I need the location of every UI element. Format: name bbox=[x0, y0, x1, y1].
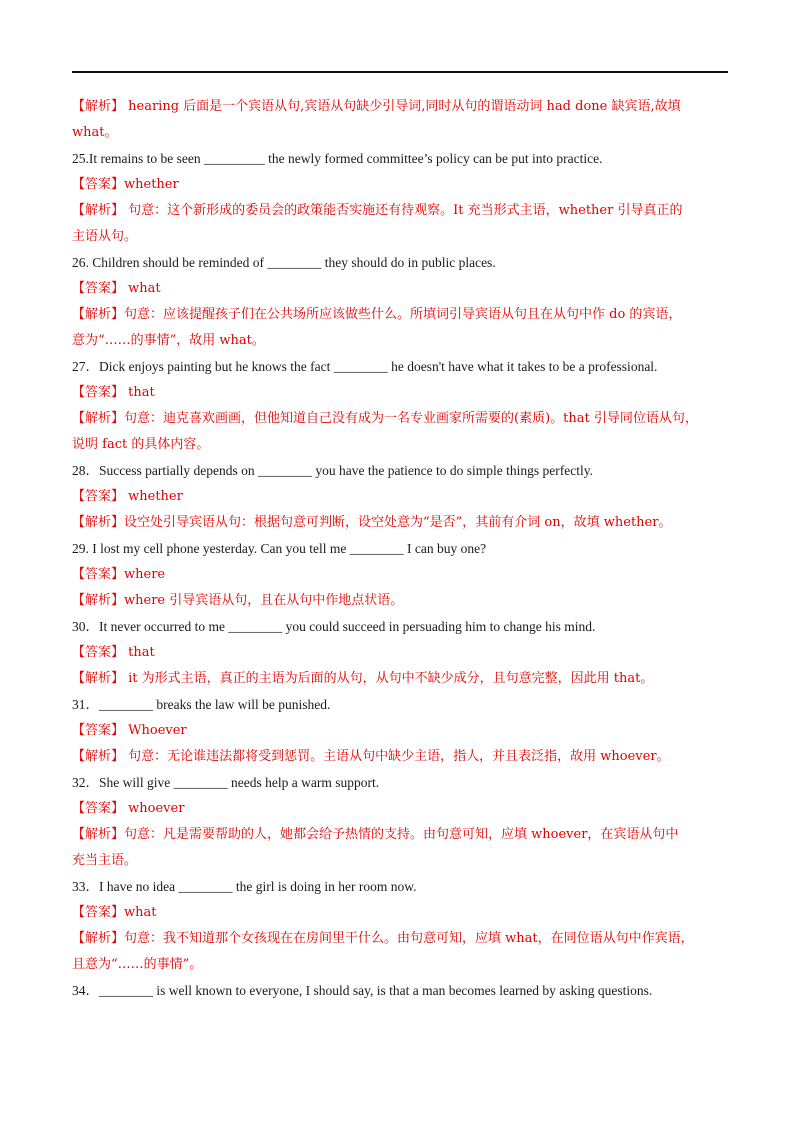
answer-line: 【答案】 Whoever bbox=[72, 723, 187, 738]
explanation-line: 【解析】where 引导宾语从句，且在从句中作地点状语。 bbox=[72, 593, 404, 608]
question-25: 25.It remains to be seen _________ the newly formed committee’s policy can be put into practice. bbox=[72, 151, 603, 166]
header-rule bbox=[72, 71, 728, 73]
explanation-line: 主语从句。 bbox=[72, 229, 138, 244]
question-26: 26. Children should be reminded of ________ they should do in public places. bbox=[72, 255, 496, 270]
question-31: 31．________ breaks the law will be punished. bbox=[72, 697, 331, 712]
explanation-line: 【解析】 hearing 后面是一个宾语从句,宾语从句缺少引导词,同时从句的谓语动词 had done 缺宾语,故填 bbox=[72, 99, 681, 114]
answer-line: 【答案】 whoever bbox=[72, 801, 185, 816]
explanation-line: 【解析】句意：凡是需要帮助的人，她都会给予热情的支持。由句意可知，应填 whoever，在宾语从句中 bbox=[72, 827, 679, 842]
explanation-line: 【解析】设空处引导宾语从句：根据句意可判断，设空处意为“是否”，其前有介词 on，故填 whether。 bbox=[72, 515, 672, 530]
question-34: 34．________ is well known to everyone, I should say, is that a man becomes learned by asking questions. bbox=[72, 983, 653, 998]
question-27: 27．Dick enjoys painting but he knows the fact ________ he doesn't have what it takes to be a professional. bbox=[72, 359, 658, 374]
explanation-line: 意为“……的事情”，故用 what。 bbox=[72, 333, 265, 348]
answer-line: 【答案】what bbox=[72, 905, 157, 920]
document-body bbox=[72, 94, 732, 1004]
explanation-line: 说明 fact 的具体内容。 bbox=[72, 437, 210, 452]
question-29: 29. I lost my cell phone yesterday. Can you tell me ________ I can buy one? bbox=[72, 541, 487, 556]
explanation-line: 【解析】 it 为形式主语，真正的主语为后面的从句，从句中不缺少成分，且句意完整，因此用 that。 bbox=[72, 671, 654, 686]
answer-line: 【答案】 that bbox=[72, 645, 155, 660]
explanation-line: what。 bbox=[72, 125, 118, 140]
question-28: 28．Success partially depends on ________ you have the patience to do simple things perfectly. bbox=[72, 463, 594, 478]
answer-line: 【答案】 that bbox=[72, 385, 155, 400]
explanation-line: 充当主语。 bbox=[72, 853, 138, 868]
question-33: 33．I have no idea ________ the girl is doing in her room now. bbox=[72, 879, 417, 894]
explanation-line: 【解析】 句意：这个新形成的委员会的政策能否实施还有待观察。It 充当形式主语，whether 引导真正的 bbox=[72, 203, 683, 218]
question-32: 32．She will give ________ needs help a warm support. bbox=[72, 775, 380, 790]
explanation-line: 【解析】句意：迪克喜欢画画，但他知道自己没有成为一名专业画家所需要的(素质)。that 引导同位语从句， bbox=[72, 411, 698, 426]
explanation-line: 【解析】句意：我不知道那个女孩现在在房间里干什么。由句意可知，应填 what，在同位语从句中作宾语， bbox=[72, 931, 694, 946]
answer-line: 【答案】where bbox=[72, 567, 166, 582]
explanation-line: 【解析】句意：应该提醒孩子们在公共场所应该做些什么。所填词引导宾语从句且在从句中作 do 的宾语， bbox=[72, 307, 682, 322]
answer-line: 【答案】 whether bbox=[72, 489, 183, 504]
question-30: 30．It never occurred to me ________ you could succeed in persuading him to change his mind. bbox=[72, 619, 596, 634]
answer-line: 【答案】whether bbox=[72, 177, 179, 192]
explanation-line: 【解析】 句意：无论谁违法都将受到惩罚。主语从句中缺少主语，指人，并且表泛指，故用 whoever。 bbox=[72, 749, 670, 764]
explanation-line: 且意为“……的事情”。 bbox=[72, 957, 203, 972]
answer-line: 【答案】 what bbox=[72, 281, 161, 296]
